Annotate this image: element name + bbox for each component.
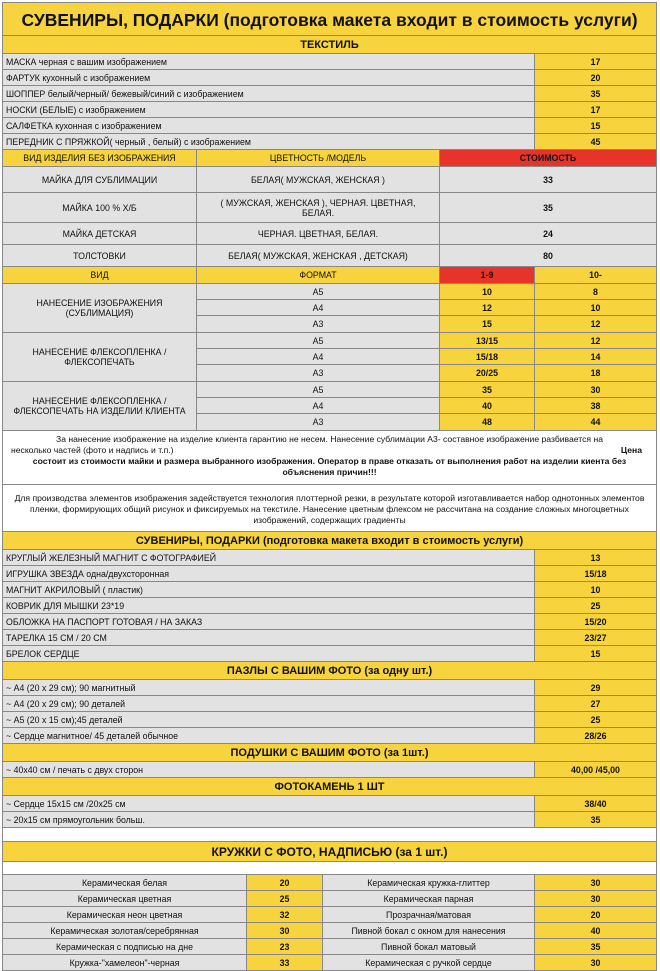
tshirt-price: 35 [440, 193, 656, 222]
souvenirs-item-name: КРУГЛЫЙ ЖЕЛЕЗНЫЙ МАГНИТ С ФОТОГРАФИЕЙ [3, 550, 535, 565]
printing-price-10: 10 [535, 300, 656, 315]
printing-format: А3 [197, 414, 440, 430]
printing-qty2-header: 10- [535, 267, 656, 283]
mug-row [3, 875, 656, 891]
tshirt-kind: МАЙКА ДЕТСКАЯ [3, 223, 197, 244]
mug-left-price: 30 [247, 923, 323, 938]
mug-right-name: Керамическая с ручкой сердце [323, 955, 535, 970]
mug-right-name: Пивной бокал матовый [323, 939, 535, 954]
printing-format-header: ФОРМАТ [197, 267, 440, 283]
printing-price-1-9: 35 [440, 382, 535, 397]
mug-row [3, 923, 656, 939]
printing-price-1-9: 13/15 [440, 333, 535, 348]
printing-group-rows [197, 284, 656, 332]
tshirt-table-header [3, 150, 656, 167]
tshirt-list [3, 167, 656, 267]
tshirt-color: ( МУЖСКАЯ, ЖЕНСКАЯ ), ЧЕРНАЯ. ЦВЕТНАЯ, БЕЛАЯ. [197, 193, 440, 222]
tshirt-kind: МАЙКА 100 % Х/Б [3, 193, 197, 222]
mug-right-name: Керамическая кружка-глиттер [323, 875, 535, 890]
tshirt-price: 80 [440, 245, 656, 266]
printing-row [197, 365, 656, 381]
mug-row [3, 955, 656, 971]
printing-row [197, 284, 656, 300]
souvenirs-item-name: МАГНИТ АКРИЛОВЫЙ ( пластик) [3, 582, 535, 597]
mug-left-name: Керамическая неон цветная [3, 907, 247, 922]
printing-price-1-9: 12 [440, 300, 535, 315]
pillows-item-price: 40,00 /45,00 [535, 762, 656, 777]
souvenirs-item-name: ИГРУШКА ЗВЕЗДА одна/двухсторонная [3, 566, 535, 581]
photostone-row [3, 812, 656, 828]
puzzles-section-header: ПАЗЛЫ С ВАШИМ ФОТО (за одну шт.) [3, 662, 656, 680]
mug-right-price: 30 [535, 875, 656, 890]
souvenirs-row [3, 630, 656, 646]
printing-kind-header: ВИД [3, 267, 197, 283]
mug-right-price: 35 [535, 939, 656, 954]
tshirt-row [3, 223, 656, 245]
souvenirs-item-price: 15 [535, 646, 656, 661]
souvenirs-item-name: БРЕЛОК СЕРДЦЕ [3, 646, 535, 661]
printing-group-rows [197, 333, 656, 381]
textile-item-name: ФАРТУК кухонный с изображением [3, 70, 535, 85]
mug-right-name: Прозрачная/матовая [323, 907, 535, 922]
souvenirs-item-price: 25 [535, 598, 656, 613]
mug-left-price: 33 [247, 955, 323, 970]
mug-left-name: Керамическая золотая/серебрянная [3, 923, 247, 938]
souvenirs-row [3, 566, 656, 582]
pillows-row [3, 762, 656, 778]
puzzles-row [3, 696, 656, 712]
puzzles-item-name: ~ А4 (20 х 29 см); 90 магнитный [3, 680, 535, 695]
textile-row [3, 134, 656, 150]
textile-item-price: 35 [535, 86, 656, 101]
textile-item-price: 17 [535, 54, 656, 69]
tshirt-kind: МАЙКА ДЛЯ СУБЛИМАЦИИ [3, 167, 197, 192]
pillows-item-name: ~ 40х40 см / печать с двух сторон [3, 762, 535, 777]
printing-price-1-9: 48 [440, 414, 535, 430]
textile-item-name: САЛФЕТКА кухонная с изображением [3, 118, 535, 133]
souvenirs-row [3, 582, 656, 598]
photostone-list [3, 796, 656, 828]
textile-item-price: 17 [535, 102, 656, 117]
photostone-section-header: ФОТОКАМЕНЬ 1 ШТ [3, 778, 656, 796]
pillow-list [3, 762, 656, 778]
puzzles-row [3, 712, 656, 728]
tshirt-row [3, 245, 656, 267]
spacer [3, 828, 656, 842]
souvenir-list [3, 550, 656, 662]
printing-group [3, 333, 656, 382]
printing-format: А4 [197, 398, 440, 413]
mug-left-price: 23 [247, 939, 323, 954]
textile-item-name: МАСКА черная с вашим изображением [3, 54, 535, 69]
mugs-section-header: КРУЖКИ С ФОТО, НАДПИСЬЮ (за 1 шт.) [3, 842, 656, 862]
textile-item-name: ШОППЕР белый/черный/ бежевый/синий с изображением [3, 86, 535, 101]
textile-row [3, 118, 656, 134]
printing-format: А5 [197, 382, 440, 397]
souvenirs-row [3, 598, 656, 614]
printing-price-1-9: 15 [440, 316, 535, 332]
page-title: СУВЕНИРЫ, ПОДАРКИ (подготовка макета входит в стоимость услуги) [3, 2, 656, 36]
mug-right-name: Пивной бокал с окном для нанесения [323, 923, 535, 938]
note-warranty-line2: несколько частей (фото и надпись и т.п.) [11, 445, 174, 455]
mug-row [3, 891, 656, 907]
pillows-section-header: ПОДУШКИ С ВАШИМ ФОТО (за 1шт.) [3, 744, 656, 762]
mug-row [3, 907, 656, 923]
puzzles-item-name: ~ А4 (20 х 29 см); 90 деталей [3, 696, 535, 711]
mug-left-name: Кружка-"хамелеон"-черная [3, 955, 247, 970]
printing-group-rows [197, 382, 656, 430]
photostone-item-price: 38/40 [535, 796, 656, 811]
tshirt-kind: ТОЛСТОВКИ [3, 245, 197, 266]
tshirt-color: БЕЛАЯ( МУЖСКАЯ, ЖЕНСКАЯ , ДЕТСКАЯ) [197, 245, 440, 266]
mug-left-price: 20 [247, 875, 323, 890]
price-list-sheet [2, 2, 657, 971]
mug-left-price: 25 [247, 891, 323, 906]
textile-row [3, 102, 656, 118]
printing-price-10: 18 [535, 365, 656, 381]
printing-format: А5 [197, 333, 440, 348]
puzzle-list [3, 680, 656, 744]
souvenirs-row [3, 550, 656, 566]
printing-qty1-header: 1-9 [440, 267, 535, 283]
mug-left-name: Керамическая с подписью на дне [3, 939, 247, 954]
printing-table-header [3, 267, 656, 284]
printing-price-10: 12 [535, 316, 656, 332]
mug-left-name: Керамическая цветная [3, 891, 247, 906]
printing-format: А3 [197, 316, 440, 332]
puzzles-item-name: ~ А5 (20 х 15 см);45 деталей [3, 712, 535, 727]
tshirt-row [3, 193, 656, 223]
printing-price-1-9: 40 [440, 398, 535, 413]
printing-group [3, 284, 656, 333]
printing-row [197, 333, 656, 349]
tshirt-color: ЧЕРНАЯ. ЦВЕТНАЯ, БЕЛАЯ. [197, 223, 440, 244]
souvenirs-item-price: 15/18 [535, 566, 656, 581]
tshirt-price-header: СТОИМОСТЬ [440, 150, 656, 166]
puzzles-item-name: ~ Сердце магнитное/ 45 деталей обычное [3, 728, 535, 743]
souvenirs-item-name: КОВРИК ДЛЯ МЫШКИ 23*19 [3, 598, 535, 613]
printing-row [197, 300, 656, 316]
tshirt-kind-header: ВИД ИЗДЕЛИЯ БЕЗ ИЗОБРАЖЕНИЯ [3, 150, 197, 166]
printing-row [197, 382, 656, 398]
mug-right-price: 30 [535, 955, 656, 970]
mug-right-price: 30 [535, 891, 656, 906]
printing-format: А4 [197, 349, 440, 364]
photostone-row [3, 796, 656, 812]
printing-price-10: 30 [535, 382, 656, 397]
puzzles-item-price: 25 [535, 712, 656, 727]
photostone-item-name: ~ Сердце 15х15 см /20х25 см [3, 796, 535, 811]
mug-right-price: 20 [535, 907, 656, 922]
printing-format: А3 [197, 365, 440, 381]
textile-item-name: ПЕРЕДНИК С ПРЯЖКОЙ( черный , белый) с изображением [3, 134, 535, 149]
tshirt-color-header: ЦВЕТНОСТЬ /МОДЕЛЬ [197, 150, 440, 166]
textile-row [3, 70, 656, 86]
souvenirs-row [3, 646, 656, 662]
puzzles-item-price: 28/26 [535, 728, 656, 743]
souvenirs-row [3, 614, 656, 630]
printing-price-1-9: 10 [440, 284, 535, 299]
textile-item-price: 15 [535, 118, 656, 133]
spacer [3, 862, 656, 875]
printing-row [197, 398, 656, 414]
printing-price-1-9: 20/25 [440, 365, 535, 381]
mug-left-name: Керамическая белая [3, 875, 247, 890]
printing-group-name: НАНЕСЕНИЕ ФЛЕКСОПЛЕНКА /ФЛЕКСОПЕЧАТЬ [3, 333, 197, 381]
note-warranty-price-word: Цена [620, 445, 642, 455]
souvenirs-item-price: 13 [535, 550, 656, 565]
tshirt-price: 33 [440, 167, 656, 192]
mug-row [3, 939, 656, 955]
photostone-item-price: 35 [535, 812, 656, 827]
printing-row [197, 349, 656, 365]
souvenirs-section-header: СУВЕНИРЫ, ПОДАРКИ (подготовка макета входит в стоимость услуги) [3, 532, 656, 550]
tshirt-row [3, 167, 656, 193]
mug-right-price: 40 [535, 923, 656, 938]
puzzles-row [3, 728, 656, 744]
tshirt-color: БЕЛАЯ( МУЖСКАЯ, ЖЕНСКАЯ ) [197, 167, 440, 192]
textile-row [3, 54, 656, 70]
printing-price-1-9: 15/18 [440, 349, 535, 364]
printing-format: А5 [197, 284, 440, 299]
tshirt-price: 24 [440, 223, 656, 244]
note-warranty-bold: состоит из стоимости майки и размера выбранного изображения. Оператор в праве отказать от выполнения работ на изделии киента без объяснения причин!!! [32, 456, 627, 477]
printing-price-10: 44 [535, 414, 656, 430]
printing-group [3, 382, 656, 431]
printing-row [197, 316, 656, 332]
printing-price-10: 14 [535, 349, 656, 364]
textile-item-price: 45 [535, 134, 656, 149]
textile-list [3, 54, 656, 150]
note-warranty [3, 431, 656, 485]
souvenirs-item-price: 23/27 [535, 630, 656, 645]
printing-price-10: 12 [535, 333, 656, 348]
printing-row [197, 414, 656, 430]
puzzles-item-price: 29 [535, 680, 656, 695]
souvenirs-item-name: ТАРЕЛКА 15 СМ / 20 СМ [3, 630, 535, 645]
note-warranty-line1: За нанесение изображение на изделие клиента гарантию не несем. Нанесение сублимации А3- составное изображение разбивается на [56, 434, 603, 444]
printing-group-name: НАНЕСЕНИЕ ФЛЕКСОПЛЕНКА /ФЛЕКСОПЕЧАТЬ НА ИЗДЕЛИИ КЛИЕНТА [3, 382, 197, 430]
souvenirs-item-price: 15/20 [535, 614, 656, 629]
textile-section-header: ТЕКСТИЛЬ [3, 36, 656, 54]
puzzles-item-price: 27 [535, 696, 656, 711]
photostone-item-name: ~ 20х15 см прямоугольник больш. [3, 812, 535, 827]
souvenirs-item-name: ОБЛОЖКА НА ПАСПОРТ ГОТОВАЯ / НА ЗАКАЗ [3, 614, 535, 629]
mug-left-price: 32 [247, 907, 323, 922]
printing-groups [3, 284, 656, 431]
souvenirs-item-price: 10 [535, 582, 656, 597]
textile-item-name: НОСКИ (БЕЛЫЕ) с изображением [3, 102, 535, 117]
textile-item-price: 20 [535, 70, 656, 85]
mug-list [3, 875, 656, 971]
textile-row [3, 86, 656, 102]
mug-right-name: Керамическая парная [323, 891, 535, 906]
printing-price-10: 38 [535, 398, 656, 413]
printing-group-name: НАНЕСЕНИЕ ИЗОБРАЖЕНИЯ (СУБЛИМАЦИЯ) [3, 284, 197, 332]
printing-format: А4 [197, 300, 440, 315]
puzzles-row [3, 680, 656, 696]
note-technology: Для производства элементов изображения задействуется технология плоттерной резки, в результате которой изготавливается набор однотонных элементов пленки, формирующих общий рисунок и фиксируемых на текстиле. Нанесение цветным флексом не рассчитана на создание сложных многоцветных изображений, содержащих градиенты [3, 485, 656, 532]
printing-price-10: 8 [535, 284, 656, 299]
